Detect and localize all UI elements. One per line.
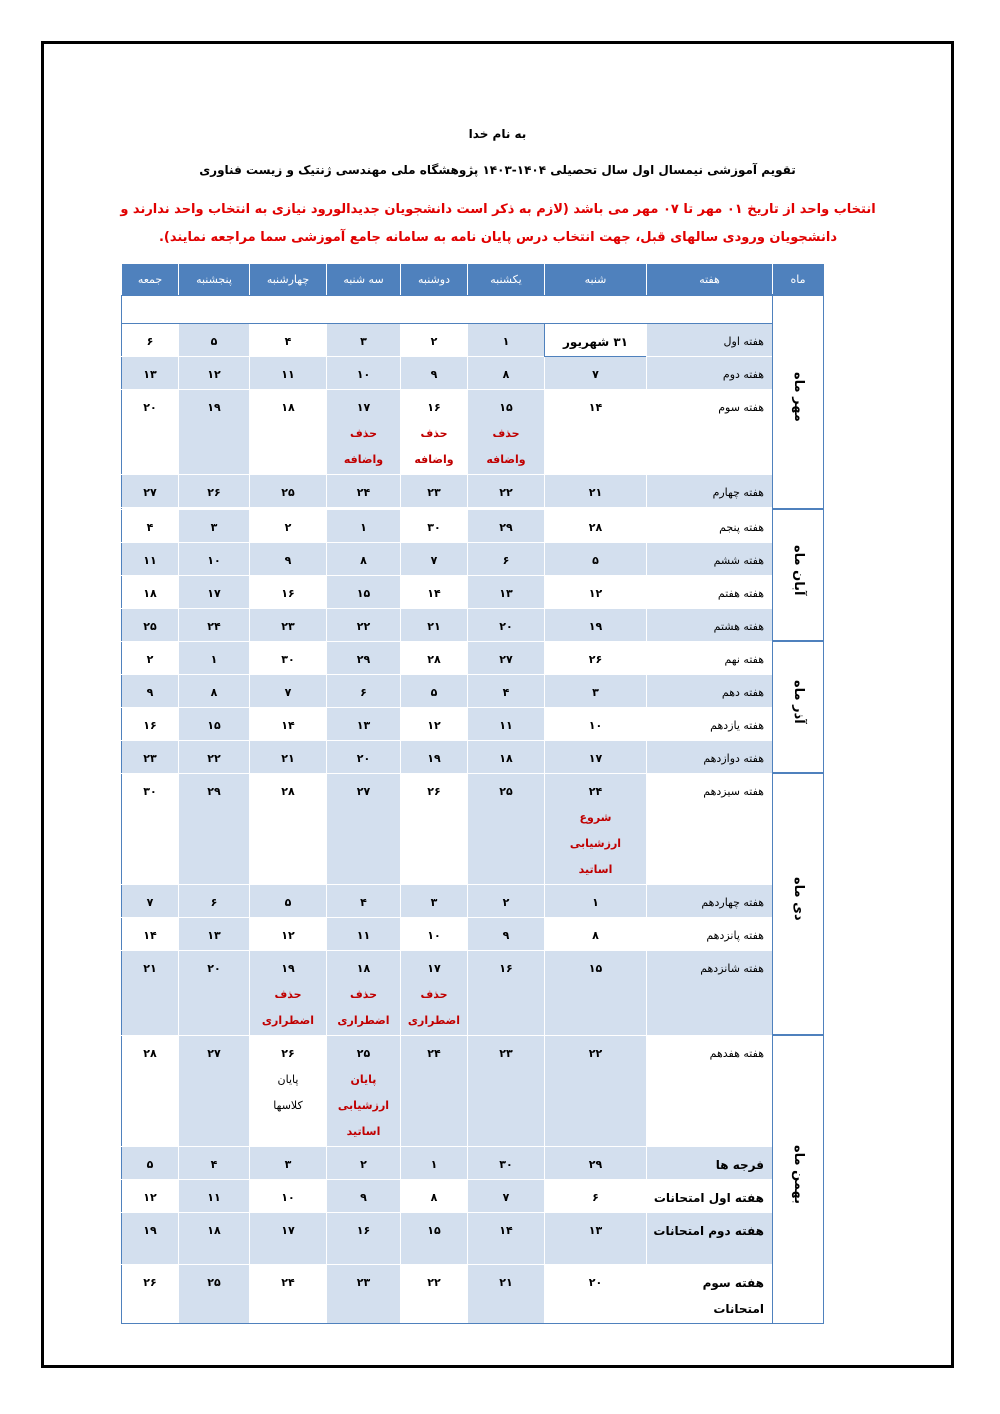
day-cell: ۲۴: [401, 1035, 468, 1146]
week-label: هفته سوم امتحانات: [647, 1264, 773, 1323]
day-cell: ۲۹: [545, 1146, 647, 1179]
week-label: هفته دوم: [647, 356, 773, 389]
day-cell: ۴: [327, 884, 401, 917]
eval-start-note: ارزشیابی: [569, 836, 622, 850]
table-row: [122, 1146, 824, 1179]
day-cell: ۶: [545, 1179, 647, 1212]
day-cell: ۲۳: [250, 608, 327, 641]
table-header-row: [122, 265, 824, 296]
week-label: هفته هفتم: [647, 575, 773, 608]
day-cell: ۳۰: [401, 509, 468, 542]
day-cell: ۲۸: [122, 1035, 179, 1146]
day-cell: ۲۴: [179, 608, 250, 641]
table-row: [122, 608, 824, 641]
month-label: آذر ماه: [791, 680, 806, 724]
col-month: ماه: [773, 265, 824, 296]
day-cell: [327, 1035, 401, 1146]
day-cell: ۱: [179, 641, 250, 674]
table-row: [122, 575, 824, 608]
day-cell: ۲۸: [401, 641, 468, 674]
day-cell: ۱۵: [327, 575, 401, 608]
day-cell: ۱۵: [401, 1212, 468, 1264]
day-cell: ۱۰: [327, 356, 401, 389]
day-number: ۲۵: [356, 1046, 371, 1060]
table-row: [122, 474, 824, 507]
day-cell: ۳: [327, 323, 401, 356]
day-cell: ۱۶: [250, 575, 327, 608]
day-cell: ۸: [468, 356, 545, 389]
emergency-drop-note: اضطراری: [261, 1013, 315, 1027]
day-number: ۲۴: [588, 784, 603, 798]
day-cell: ۱۰: [179, 542, 250, 575]
day-cell: ۱۸: [250, 389, 327, 474]
month-cell: [773, 641, 824, 773]
day-cell: ۳: [179, 509, 250, 542]
table-row: [122, 323, 824, 356]
day-cell: ۱۲: [401, 707, 468, 740]
day-cell: ۵: [122, 1146, 179, 1179]
day-cell: ۸: [179, 674, 250, 707]
table-row: [122, 1035, 824, 1146]
table-row: [122, 950, 824, 1035]
day-cell: [401, 389, 468, 474]
day-number: ۱۷: [356, 400, 371, 414]
day-cell: ۲۶: [122, 1264, 179, 1323]
day-cell: ۱۲: [179, 356, 250, 389]
week-label: هفته اول: [647, 323, 773, 356]
add-drop-note: واضافه: [343, 452, 384, 466]
day-cell: ۹: [401, 356, 468, 389]
table-row: [122, 1179, 824, 1212]
day-cell: ۱۴: [468, 1212, 545, 1264]
day-cell: ۲۶: [545, 641, 647, 674]
day-cell: ۱۷: [179, 575, 250, 608]
academic-calendar-table: [121, 264, 824, 1324]
empty-row: [122, 295, 773, 323]
day-cell: ۲۷: [122, 474, 179, 507]
day-cell: ۲: [250, 509, 327, 542]
day-cell: ۲: [122, 641, 179, 674]
day-cell: ۱۸: [468, 740, 545, 773]
day-cell: ۱۱: [122, 542, 179, 575]
table-row: [122, 389, 824, 474]
day-cell: ۳: [401, 884, 468, 917]
month-cell: [773, 773, 824, 1035]
add-drop-note: واضافه: [414, 452, 454, 466]
day-cell: ۱۸: [122, 575, 179, 608]
table-row: [122, 707, 824, 740]
day-cell: ۲۱: [545, 474, 647, 507]
week-label: فرجه ها: [647, 1146, 773, 1179]
day-cell: ۱۸: [179, 1212, 250, 1264]
week-label: هفته اول امتحانات: [647, 1179, 773, 1212]
day-cell: ۶: [327, 674, 401, 707]
day-cell: ۲۵: [468, 773, 545, 884]
emergency-drop-note: حذف: [274, 987, 302, 1001]
day-cell: ۶: [468, 542, 545, 575]
day-cell: ۷: [545, 356, 647, 389]
day-cell: ۶: [179, 884, 250, 917]
month-cell: [773, 509, 824, 641]
week-label: هفته پنجم: [647, 509, 773, 542]
day-cell: ۲۷: [327, 773, 401, 884]
day-cell: ۱۰: [250, 1179, 327, 1212]
emergency-drop-note: حذف: [420, 987, 448, 1001]
day-cell: ۲۱: [122, 950, 179, 1035]
day-cell: ۳۰: [122, 773, 179, 884]
day-cell: ۲۹: [468, 509, 545, 542]
table-row: [122, 773, 824, 884]
day-cell: ۹: [327, 1179, 401, 1212]
day-cell: ۲۰: [468, 608, 545, 641]
day-cell: ۹: [122, 674, 179, 707]
day-cell: ۲۳: [468, 1035, 545, 1146]
eval-start-note: اساتید: [578, 862, 613, 876]
table-row: [122, 1264, 824, 1323]
col-tuesday: سه شنبه: [327, 265, 401, 296]
week-label: هفته نهم: [647, 641, 773, 674]
day-cell: ۲۹: [327, 641, 401, 674]
day-cell: ۵: [250, 884, 327, 917]
table-row: [122, 1212, 824, 1264]
add-drop-note: حذف: [420, 426, 448, 440]
table-row: [122, 509, 824, 542]
day-cell: ۲۳: [122, 740, 179, 773]
day-cell: ۲۸: [250, 773, 327, 884]
eval-end-note: ارزشیابی: [337, 1098, 390, 1112]
day-cell: ۷: [468, 1179, 545, 1212]
eval-end-note: اساتید: [346, 1124, 381, 1138]
day-cell: ۷: [250, 674, 327, 707]
week-label: هفته ششم: [647, 542, 773, 575]
week-label: هفته شانزدهم: [647, 950, 773, 1035]
day-cell: ۱۳: [327, 707, 401, 740]
table-row: [122, 674, 824, 707]
day-cell: ۱۷: [250, 1212, 327, 1264]
day-cell: ۲: [401, 323, 468, 356]
table-row: [122, 917, 824, 950]
col-saturday: شنبه: [545, 265, 647, 296]
day-cell: ۱۳: [468, 575, 545, 608]
day-cell: ۲۶: [179, 474, 250, 507]
day-cell: ۳: [250, 1146, 327, 1179]
week-label: هفته یازدهم: [647, 707, 773, 740]
day-cell: ۲۰: [122, 389, 179, 474]
day-cell: ۴: [250, 323, 327, 356]
week-label: هفته چهاردهم: [647, 884, 773, 917]
day-cell: ۱۴: [401, 575, 468, 608]
week-label: هفته هشتم: [647, 608, 773, 641]
day-cell: ۲۶: [401, 773, 468, 884]
day-cell: ۲۷: [468, 641, 545, 674]
month-cell: [773, 295, 824, 509]
day-cell: ۲۷: [179, 1035, 250, 1146]
day-cell: ۲۵: [179, 1264, 250, 1323]
day-cell: ۱: [401, 1146, 468, 1179]
month-label: مهر ماه: [791, 372, 806, 422]
week-label: هفته پانزدهم: [647, 917, 773, 950]
table-row: [122, 356, 824, 389]
day-cell: ۳۰: [250, 641, 327, 674]
day-cell: ۱۵: [545, 950, 647, 1035]
day-cell: ۲۲: [468, 474, 545, 507]
month-label: بهمن ماه: [791, 1144, 806, 1204]
day-cell: ۲۰: [327, 740, 401, 773]
add-drop-note: حذف: [492, 426, 520, 440]
week-label: هفته دوم امتحانات: [647, 1212, 773, 1264]
day-cell: ۲۹: [179, 773, 250, 884]
col-week: هفته: [647, 265, 773, 296]
emergency-drop-note: حذف: [349, 987, 378, 1001]
day-cell: ۹: [468, 917, 545, 950]
day-cell: ۲: [468, 884, 545, 917]
month-label: دی ماه: [791, 877, 806, 921]
day-cell: ۱۷: [545, 740, 647, 773]
week-label: هفته هفدهم: [647, 1035, 773, 1146]
table-row: [122, 884, 824, 917]
day-cell: ۲۰: [179, 950, 250, 1035]
emergency-drop-note: اضطراری: [337, 1013, 390, 1027]
eval-start-note: شروع: [579, 810, 612, 824]
table-row: [122, 740, 824, 773]
day-cell: ۴: [179, 1146, 250, 1179]
day-cell: ۱۲: [250, 917, 327, 950]
day-cell: ۲۱: [250, 740, 327, 773]
day-cell: ۲۰: [545, 1264, 647, 1323]
day-cell: ۳۱ شهریور: [545, 323, 647, 356]
class-end-note: پایان: [277, 1072, 299, 1086]
day-number: ۱۹: [281, 961, 295, 975]
day-cell: [250, 950, 327, 1035]
month-label: آبان ماه: [791, 544, 806, 596]
notice-line-1: انتخاب واحد از تاریخ ۰۱ مهر تا ۰۷ مهر می باشد (لازم به ذکر است دانشجویان جدیدالورود نیازی به انتخاب واحد ندارند و: [120, 202, 876, 217]
eval-end-note: پایان: [350, 1072, 377, 1086]
day-cell: ۲۲: [401, 1264, 468, 1323]
day-cell: ۲۱: [401, 608, 468, 641]
month-cell: [773, 1035, 824, 1323]
day-cell: ۱۴: [122, 917, 179, 950]
day-cell: ۲۲: [327, 608, 401, 641]
basmala: به نام خدا: [468, 127, 527, 141]
day-cell: ۲۴: [250, 1264, 327, 1323]
day-cell: [327, 389, 401, 474]
week-label: هفته سیزدهم: [647, 773, 773, 884]
day-cell: ۱۶: [122, 707, 179, 740]
day-cell: ۱: [545, 884, 647, 917]
day-cell: ۱۹: [545, 608, 647, 641]
day-cell: [468, 389, 545, 474]
day-cell: ۱: [327, 509, 401, 542]
week-label: هفته چهارم: [647, 474, 773, 507]
notice-line-2: دانشجویان ورودی سالهای قبل، جهت انتخاب درس پایان نامه به سامانه جامع آموزشی سما مراجعه نمایند).: [158, 230, 838, 245]
day-cell: ۱۱: [468, 707, 545, 740]
day-cell: ۷: [122, 884, 179, 917]
day-cell: ۸: [545, 917, 647, 950]
col-sunday: یکشنبه: [468, 265, 545, 296]
day-cell: ۱۳: [545, 1212, 647, 1264]
col-wednesday: چهارشنبه: [250, 265, 327, 296]
day-number: ۱۶: [427, 400, 441, 414]
registration-notice: [118, 196, 878, 252]
day-number: ۱۸: [356, 961, 371, 975]
day-cell: [401, 950, 468, 1035]
day-cell: [545, 773, 647, 884]
page-title: تقویم آموزشی نیمسال اول سال تحصیلی ۱۴۰۴-۱۴۰۳ پژوهشگاه ملی مهندسی ژنتیک و زیست فناوری: [199, 163, 796, 177]
day-cell: ۲۳: [401, 474, 468, 507]
day-cell: ۱۹: [122, 1212, 179, 1264]
day-cell: ۱۱: [327, 917, 401, 950]
day-cell: ۱۳: [122, 356, 179, 389]
day-cell: ۱۹: [401, 740, 468, 773]
day-cell: ۱۶: [327, 1212, 401, 1264]
day-cell: [327, 950, 401, 1035]
day-cell: ۲۵: [250, 474, 327, 507]
day-cell: ۲۱: [468, 1264, 545, 1323]
day-cell: ۲۴: [327, 474, 401, 507]
day-cell: ۱۰: [545, 707, 647, 740]
day-cell: [250, 1035, 327, 1146]
day-cell: ۲: [327, 1146, 401, 1179]
day-cell: ۱۲: [545, 575, 647, 608]
day-cell: ۱۶: [468, 950, 545, 1035]
day-cell: ۱۴: [545, 389, 647, 474]
week-label: هفته دوازدهم: [647, 740, 773, 773]
spacer-row: [122, 295, 824, 323]
week-label: هفته سوم: [647, 389, 773, 474]
day-cell: ۲۲: [179, 740, 250, 773]
day-cell: ۵: [401, 674, 468, 707]
day-cell: ۳۰: [468, 1146, 545, 1179]
day-cell: ۲۸: [545, 509, 647, 542]
day-cell: ۵: [545, 542, 647, 575]
day-cell: ۱۱: [250, 356, 327, 389]
add-drop-note: واضافه: [486, 452, 526, 466]
day-cell: ۱۴: [250, 707, 327, 740]
day-cell: ۸: [327, 542, 401, 575]
day-cell: ۱۳: [179, 917, 250, 950]
day-cell: ۱۲: [122, 1179, 179, 1212]
day-cell: ۸: [401, 1179, 468, 1212]
emergency-drop-note: اضطراری: [407, 1013, 461, 1027]
day-cell: ۲۳: [327, 1264, 401, 1323]
day-cell: ۱: [468, 323, 545, 356]
day-cell: ۴: [122, 509, 179, 542]
day-number: ۲۶: [281, 1046, 295, 1060]
day-cell: ۱۰: [401, 917, 468, 950]
day-number: ۱۵: [499, 400, 513, 414]
class-end-note: کلاسها: [273, 1098, 303, 1112]
table-row: [122, 641, 824, 674]
add-drop-note: حذف: [349, 426, 378, 440]
day-cell: ۴: [468, 674, 545, 707]
day-cell: ۱۵: [179, 707, 250, 740]
col-thursday: پنجشنبه: [179, 265, 250, 296]
day-number: ۱۷: [427, 961, 441, 975]
col-friday: جمعه: [122, 265, 179, 296]
day-cell: ۳: [545, 674, 647, 707]
table-row: [122, 542, 824, 575]
col-monday: دوشنبه: [401, 265, 468, 296]
day-cell: ۱۱: [179, 1179, 250, 1212]
day-cell: ۹: [250, 542, 327, 575]
day-cell: ۶: [122, 323, 179, 356]
week-label: هفته دهم: [647, 674, 773, 707]
day-cell: ۱۹: [179, 389, 250, 474]
day-cell: ۲۵: [122, 608, 179, 641]
day-cell: ۵: [179, 323, 250, 356]
day-cell: ۷: [401, 542, 468, 575]
day-cell: ۲۲: [545, 1035, 647, 1146]
